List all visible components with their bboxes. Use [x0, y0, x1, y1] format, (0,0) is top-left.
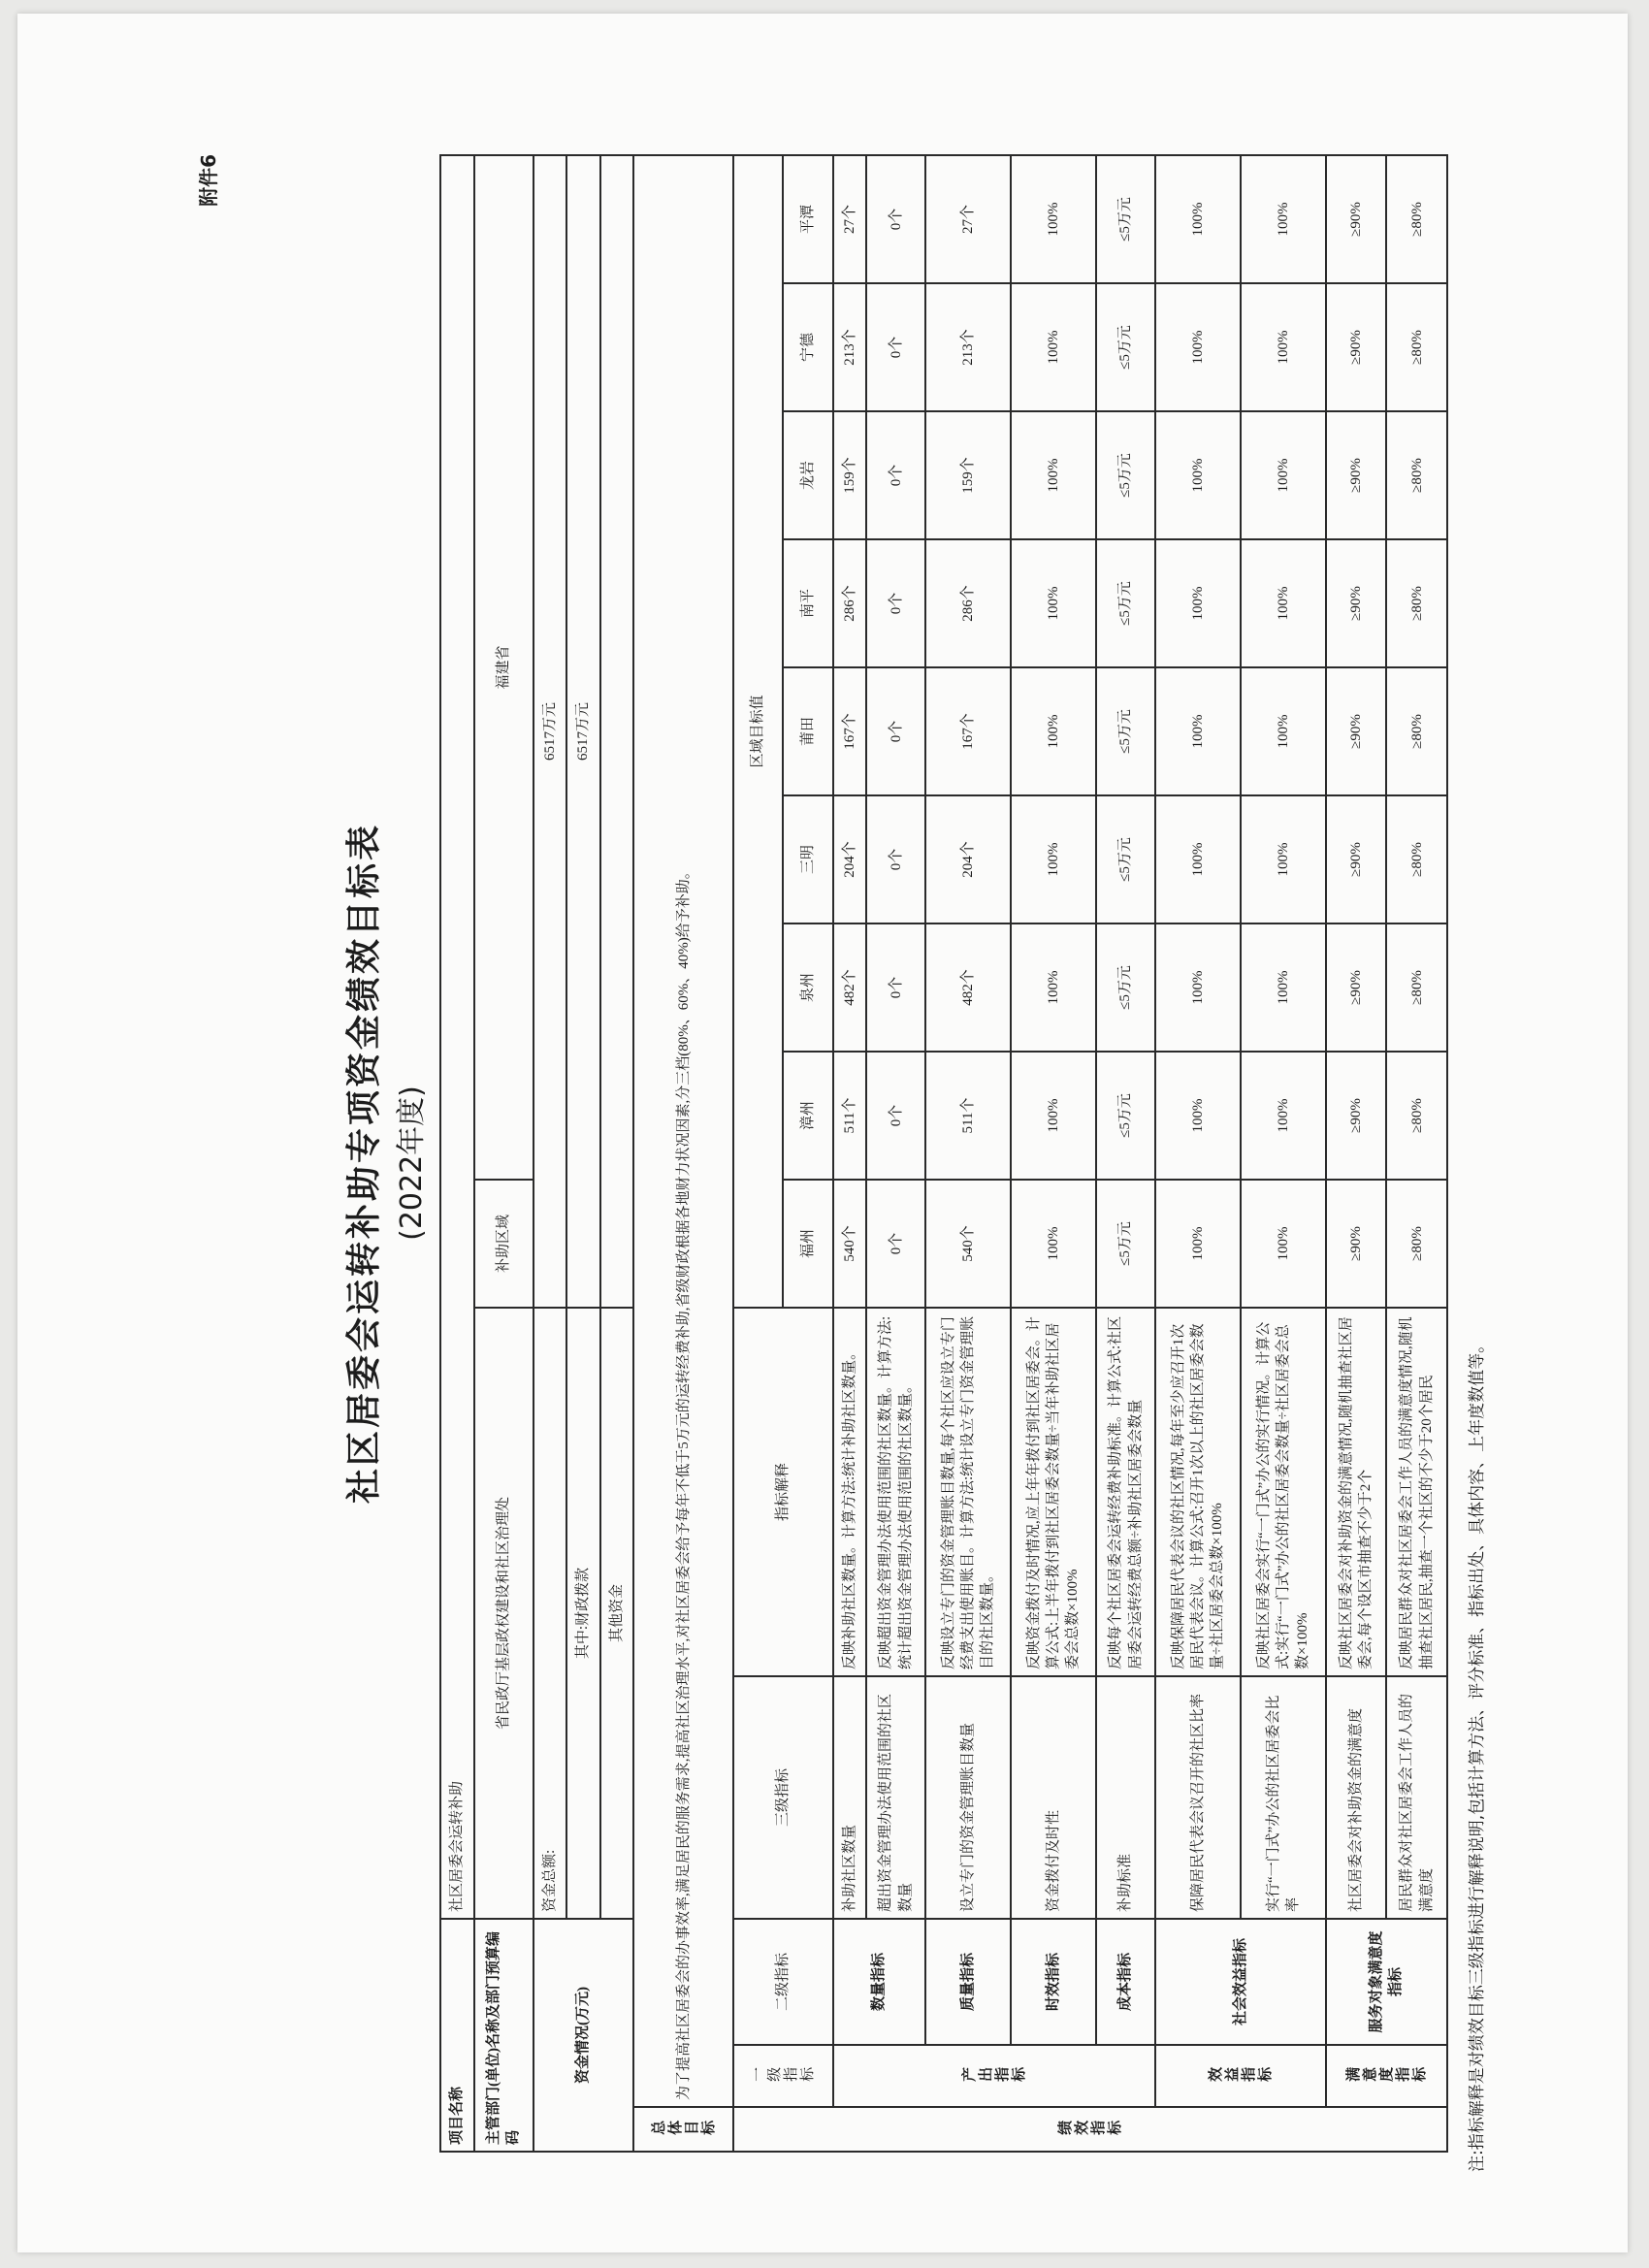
fund-fiscal-label: 其中:财政拨款	[566, 1308, 600, 1919]
region-header: 泉州	[783, 923, 832, 1052]
value-cell: 100%	[1241, 283, 1326, 411]
value-cell: ≤5万元	[1096, 283, 1155, 411]
value-cell: ≥90%	[1326, 923, 1387, 1052]
table-row	[1326, 155, 1387, 2152]
value-cell: 511个	[833, 1052, 867, 1180]
target-table-wrapper	[439, 154, 1448, 2153]
region-label: 补助区域	[474, 1180, 534, 1308]
value-cell: ≤5万元	[1096, 1052, 1155, 1180]
level3-cell: 资金拨付及时性	[1011, 1676, 1096, 1919]
table-row	[1155, 155, 1241, 2152]
value-cell: 100%	[1011, 1052, 1096, 1180]
value-cell: ≤5万元	[1096, 1180, 1155, 1308]
region-header: 三明	[783, 795, 832, 923]
region-header: 平潭	[783, 155, 832, 283]
table-row	[925, 155, 1011, 2152]
explain-cell: 反映资金拨付及时情况,应上年年拨付到社区居委会。计算公式:上半年拨付到社区居委会数量÷当年补助社区居委会总数×100%	[1011, 1308, 1096, 1676]
value-cell: 159个	[833, 411, 867, 539]
goal-text: 为了提高社区居委会的办事效率,满足居民的服务需求,提高社区治理水平,对社区居委会给予每年不低于5万元的运转经费补助,省级财政根据各地财力状况因素,分三档(80%、60%、40%)给予补助。	[633, 155, 733, 2107]
value-cell: 100%	[1155, 1052, 1241, 1180]
value-cell: 159个	[925, 411, 1011, 539]
value-cell: ≤5万元	[1096, 155, 1155, 283]
explain-cell: 反映超出资金管理办法使用范围的社区数量。计算方法:统计超出资金管理办法使用范围的社区数量。	[866, 1308, 925, 1676]
level2-cell: 社会效益指标	[1155, 1919, 1326, 2045]
value-cell: ≤5万元	[1096, 667, 1155, 795]
region-header: 福州	[783, 1180, 832, 1308]
level2-cell: 服务对象满意度指标	[1326, 1919, 1447, 2045]
goal-row	[633, 155, 733, 2152]
value-cell: 0个	[866, 1180, 925, 1308]
attachment-label: 附件6	[197, 154, 220, 207]
col-level3: 三级指标	[733, 1676, 833, 1919]
table-row	[1386, 155, 1447, 2152]
explain-cell: 反映社区居委会实行“一门式”办公的实行情况。计算公式:实行“一门式”办公的社区居委会数量÷社区居委会总数×100%	[1241, 1308, 1326, 1676]
performance-target-table	[439, 154, 1448, 2153]
value-cell: 100%	[1155, 667, 1241, 795]
level3-cell: 保障居民代表会议召开的社区比率	[1155, 1676, 1241, 1919]
value-cell: ≥80%	[1386, 667, 1447, 795]
department-row	[474, 155, 534, 2152]
table-row	[866, 155, 925, 2152]
region-header: 莆田	[783, 667, 832, 795]
level3-cell: 社区居委会对补助资金的满意度	[1326, 1676, 1387, 1919]
value-cell: 0个	[866, 539, 925, 667]
value-cell: ≥90%	[1326, 283, 1387, 411]
value-cell: ≥90%	[1326, 1052, 1387, 1180]
table-row	[1241, 155, 1326, 2152]
value-cell: 0个	[866, 923, 925, 1052]
goal-label: 总体目标	[633, 2107, 733, 2152]
explain-cell: 反映保障居民代表会议的社区情况,每年至少应召开1次居民代表会议。计算公式:召开1次以上的社区居委会数量÷社区居委会总数×100%	[1155, 1308, 1241, 1676]
column-header-row-1	[733, 155, 783, 2152]
table-row	[1011, 155, 1096, 2152]
value-cell: 167个	[833, 667, 867, 795]
value-cell: ≥90%	[1326, 539, 1387, 667]
value-cell: 100%	[1155, 155, 1241, 283]
explain-cell: 反映每个社区居委会运转经费补助标准。计算公式:社区居委会运转经费总额÷补助社区居委会数量	[1096, 1308, 1155, 1676]
fund-other-row	[600, 155, 634, 2152]
value-cell: 540个	[925, 1180, 1011, 1308]
value-cell: ≥90%	[1326, 1180, 1387, 1308]
table-row	[833, 155, 867, 2152]
value-cell: ≥90%	[1326, 667, 1387, 795]
value-cell: 204个	[833, 795, 867, 923]
value-cell: 100%	[1011, 1180, 1096, 1308]
col-level1: 一级指标	[733, 2045, 833, 2107]
output-group-label: 产出指标	[833, 2045, 1156, 2107]
scanned-page	[17, 14, 1628, 2252]
rotated-form	[168, 154, 1506, 2172]
value-cell: ≤5万元	[1096, 923, 1155, 1052]
fund-other-label: 其他资金	[600, 1308, 634, 1919]
value-cell: 0个	[866, 667, 925, 795]
value-cell: 286个	[833, 539, 867, 667]
value-cell: 100%	[1011, 411, 1096, 539]
value-cell: 100%	[1011, 155, 1096, 283]
value-cell: 100%	[1241, 411, 1326, 539]
project-name-value: 社区居委会运转补助	[440, 155, 474, 1919]
explain-cell: 反映补助社区数量。计算方法:统计补助社区数量。	[833, 1308, 867, 1676]
level3-cell: 补助标准	[1096, 1676, 1155, 1919]
region-value: 福建省	[474, 155, 534, 1180]
explain-cell: 反映社区居委会对补助资金的满意情况,随机抽查社区居委会,每个设区市抽查不少于2个	[1326, 1308, 1387, 1676]
value-cell: 100%	[1011, 795, 1096, 923]
col-region-target: 区域目标值	[733, 155, 783, 1308]
level2-cell: 成本指标	[1096, 1919, 1155, 2045]
region-header: 龙岩	[783, 411, 832, 539]
explain-cell: 反映居民群众对社区居委会工作人员的满意度情况,随机抽查社区居民,抽查一个社区的不少于20个居民	[1386, 1308, 1447, 1676]
value-cell: 286个	[925, 539, 1011, 667]
value-cell: 100%	[1155, 411, 1241, 539]
fund-total-label: 资金总额:	[534, 1308, 567, 1919]
project-name-label: 项目名称	[440, 1919, 474, 2152]
value-cell: ≥80%	[1386, 539, 1447, 667]
satisfaction-group-label: 满意度指标	[1326, 2045, 1447, 2107]
level3-cell: 居民群众对社区居委会工作人员的满意度	[1386, 1676, 1447, 1919]
value-cell: ≥90%	[1326, 155, 1387, 283]
performance-group-label: 绩效指标	[733, 2107, 1447, 2152]
value-cell: ≥80%	[1386, 155, 1447, 283]
value-cell: 100%	[1011, 923, 1096, 1052]
value-cell: 27个	[925, 155, 1011, 283]
level3-cell: 实行“一门式”办公的社区居委会比率	[1241, 1676, 1326, 1919]
value-cell: ≥90%	[1326, 411, 1387, 539]
value-cell: 100%	[1155, 923, 1241, 1052]
explain-cell: 反映设立专门的资金管理账目数量,每个社区应设立专门经费支出使用账目。计算方法:统计设立专门资金管理账目的社区数量。	[925, 1308, 1011, 1676]
value-cell: 0个	[866, 1052, 925, 1180]
value-cell: ≥80%	[1386, 923, 1447, 1052]
value-cell: ≥90%	[1326, 795, 1387, 923]
value-cell: 0个	[866, 795, 925, 923]
value-cell: 482个	[925, 923, 1011, 1052]
value-cell: 100%	[1241, 539, 1326, 667]
value-cell: 100%	[1241, 155, 1326, 283]
value-cell: ≤5万元	[1096, 795, 1155, 923]
value-cell: ≤5万元	[1096, 411, 1155, 539]
value-cell: 100%	[1241, 1180, 1326, 1308]
level2-cell: 数量指标	[833, 1919, 926, 2045]
value-cell: 100%	[1241, 923, 1326, 1052]
level3-cell: 补助社区数量	[833, 1676, 867, 1919]
level2-cell: 时效指标	[1011, 1919, 1096, 2045]
fund-label: 资金情况(万元)	[534, 1919, 634, 2152]
fund-fiscal-value: 6517万元	[566, 155, 600, 1308]
department-label: 主管部门(单位)名称及部门预算编码	[474, 1919, 534, 2152]
value-cell: ≥80%	[1386, 411, 1447, 539]
value-cell: ≥80%	[1386, 283, 1447, 411]
value-cell: 100%	[1011, 667, 1096, 795]
fund-total-row	[534, 155, 567, 2152]
col-level2: 二级指标	[733, 1919, 833, 2045]
level3-cell: 设立专门的资金管理账目数量	[925, 1676, 1011, 1919]
region-header: 漳州	[783, 1052, 832, 1180]
value-cell: 100%	[1155, 1180, 1241, 1308]
fund-total-value: 6517万元	[534, 155, 567, 1308]
value-cell: 100%	[1155, 283, 1241, 411]
value-cell: 0个	[866, 411, 925, 539]
fund-other-value	[600, 155, 634, 1308]
value-cell: 100%	[1011, 539, 1096, 667]
value-cell: ≥80%	[1386, 1052, 1447, 1180]
value-cell: 0个	[866, 283, 925, 411]
level3-cell: 超出资金管理办法使用范围的社区数量	[866, 1676, 925, 1919]
value-cell: 213个	[833, 283, 867, 411]
value-cell: 511个	[925, 1052, 1011, 1180]
benefit-group-label: 效益指标	[1155, 2045, 1326, 2107]
value-cell: 213个	[925, 283, 1011, 411]
value-cell: 100%	[1011, 283, 1096, 411]
value-cell: 167个	[925, 667, 1011, 795]
level2-cell: 质量指标	[925, 1919, 1011, 2045]
value-cell: ≤5万元	[1096, 539, 1155, 667]
value-cell: 482个	[833, 923, 867, 1052]
region-header: 宁德	[783, 283, 832, 411]
value-cell: 100%	[1155, 539, 1241, 667]
region-header: 南平	[783, 539, 832, 667]
value-cell: 27个	[833, 155, 867, 283]
fund-fiscal-row	[566, 155, 600, 2152]
project-name-row	[440, 155, 474, 2152]
page-title: 社区居委会运转补助专项资金绩效目标表	[344, 823, 384, 1505]
value-cell: 204个	[925, 795, 1011, 923]
value-cell: 0个	[866, 155, 925, 283]
value-cell: 100%	[1241, 795, 1326, 923]
col-explain: 指标解释	[733, 1308, 833, 1676]
department-value: 省民政厅基层政权建设和社区治理处	[474, 1308, 534, 1919]
footnote: 注:指标解释是对绩效目标三级指标进行解释说明,包括计算方法、评分标准、指标出处、具体内容、上年度数值等。	[1468, 1336, 1487, 2172]
value-cell: 100%	[1155, 795, 1241, 923]
value-cell: ≥80%	[1386, 1180, 1447, 1308]
year-subtitle: (2022年度)	[395, 1085, 429, 1241]
value-cell: 100%	[1241, 1052, 1326, 1180]
table-row	[1096, 155, 1155, 2152]
value-cell: ≥80%	[1386, 795, 1447, 923]
value-cell: 540个	[833, 1180, 867, 1308]
value-cell: 100%	[1241, 667, 1326, 795]
